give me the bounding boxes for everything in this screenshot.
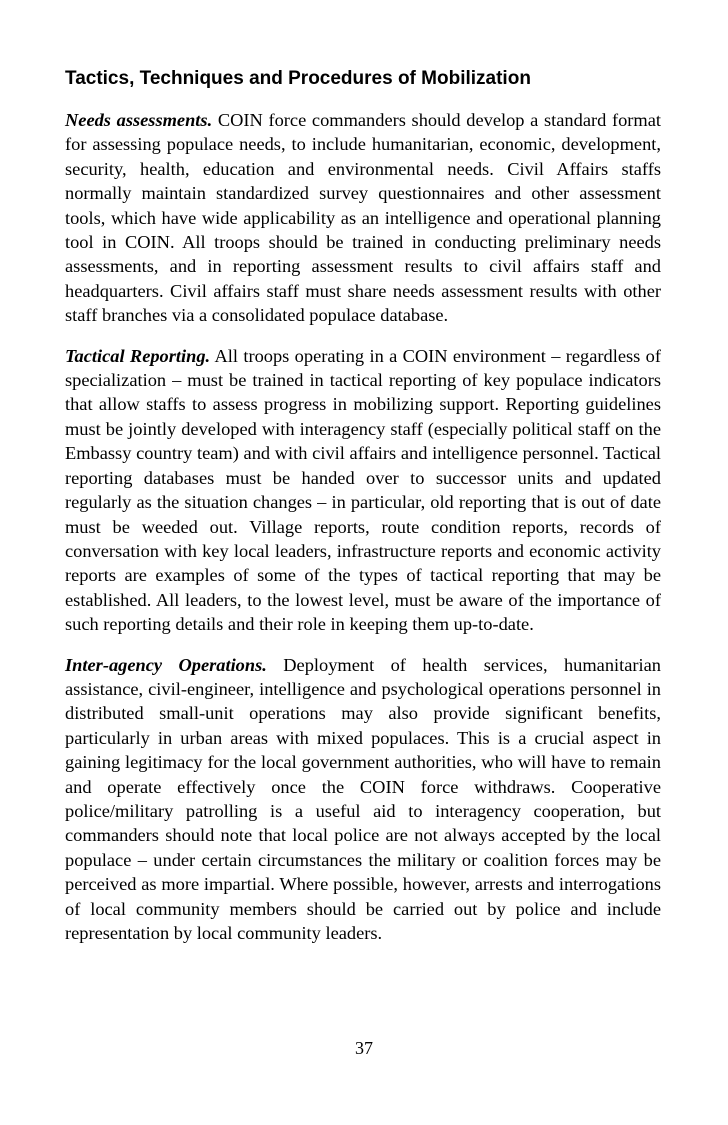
- paragraph-needs-assessments: [65, 108, 661, 328]
- section-heading: Tactics, Techniques and Procedures of Mobilization: [65, 68, 531, 89]
- paragraph-tactical-reporting: [65, 344, 661, 637]
- paragraph-inter-agency-operations: [65, 653, 661, 946]
- document-page: [65, 66, 661, 961]
- paragraph-body: Deployment of health services, humanitarian assistance, civil-engineer, intelligence and psychological operations personnel in distributed small-unit operations may also provide significant benefits, particularly in urban areas with mixed populaces. This is a crucial aspect in gaining legitimacy for the local government authorities, who will have to remain and operate effectively once the COIN force withdraws. Cooperative police/military patrolling is a useful aid to interagency cooperation, but commanders should note that local police are not always accepted by the local populace – under certain circumstances the military or coalition forces may be perceived as more impartial. Where possible, however, arrests and interrogations of local community members should be carried out by police and include representation by local community leaders.: [65, 654, 661, 943]
- paragraph-body: All troops operating in a COIN environment – regardless of specialization – must be trained in tactical reporting of key populace indicators that allow staffs to assess progress in mobilizing support. Reporting guidelines must be jointly developed with interagency staff (especially political staff on the Embassy country team) and with civil affairs and intelligence personnel. Tactical reporting databases must be handed over to successor units and updated regularly as the situation changes – in particular, old reporting that is out of date must be weeded out. Village reports, route condition reports, records of conversation with key local leaders, infrastructure reports and economic activity reports are examples of some of the types of tactical reporting that may be established. All leaders, to the lowest level, must be aware of the importance of such reporting details and their role in keeping them up-to-date.: [65, 345, 661, 635]
- paragraph-body: COIN force commanders should develop a standard format for assessing populace needs, to include humanitarian, economic, development, security, health, education and environmental needs. Civil Affairs staffs normally maintain standardized survey questionnaires and other assessment tools, which have wide applicability as an intelligence and operational planning tool in COIN. All troops should be trained in conducting preliminary needs assessments, and in reporting assessment results to civil affairs staff and headquarters. Civil affairs staff must share needs assessment results with other staff branches via a consolidated populace database.: [65, 110, 661, 326]
- paragraph-lead: Needs assessments.: [65, 110, 213, 130]
- paragraph-lead: Tactical Reporting.: [65, 345, 211, 366]
- paragraph-lead: Inter-agency Operations.: [65, 654, 267, 675]
- page-number: 37: [355, 1038, 373, 1058]
